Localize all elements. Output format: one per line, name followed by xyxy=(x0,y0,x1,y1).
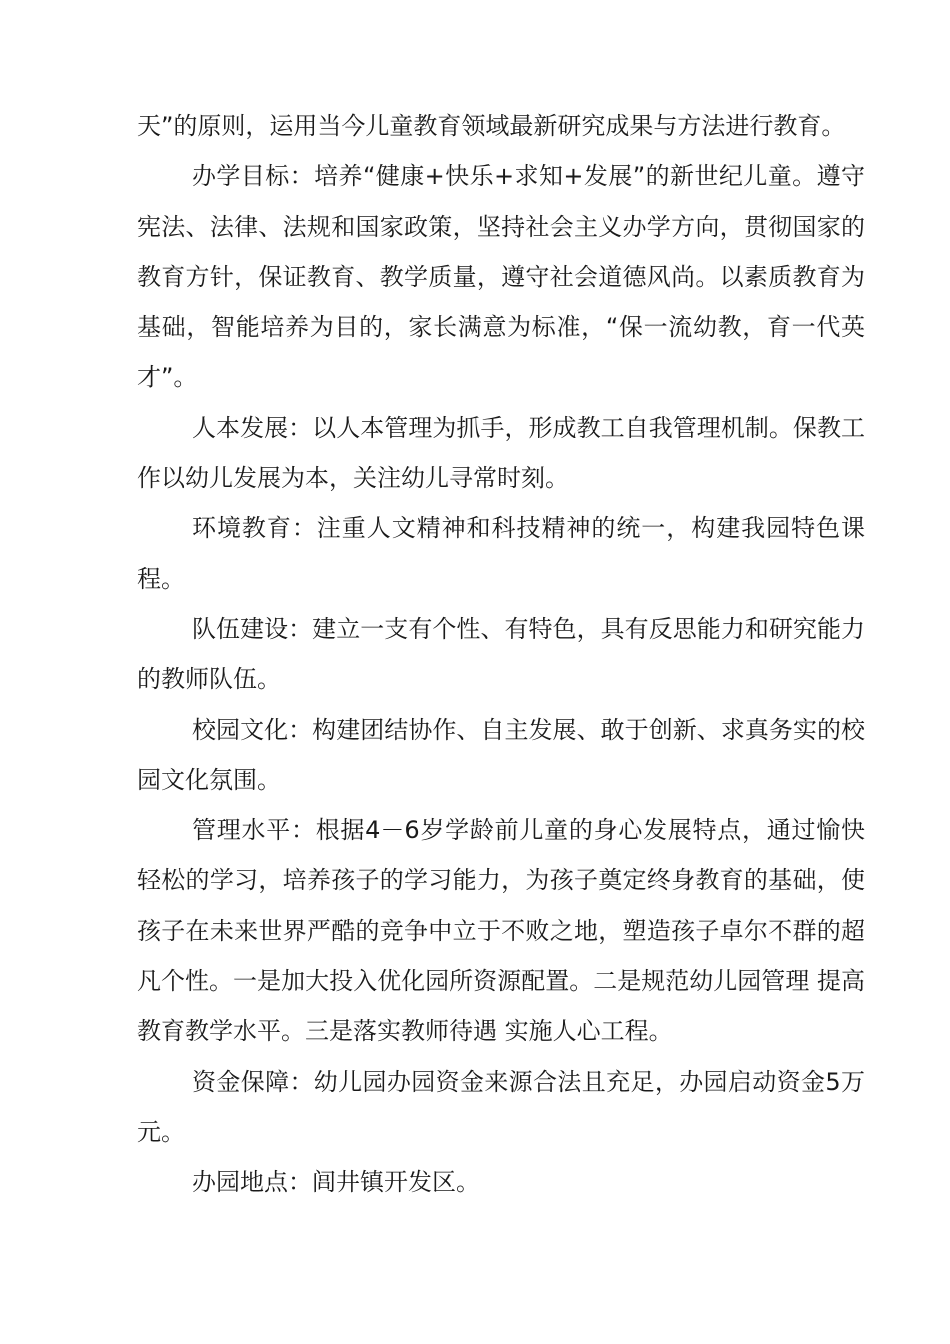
paragraph-management-level: 管理水平：根据4－6岁学龄前儿童的身心发展特点，通过愉快轻松的学习，培养孩子的学习能力，为孩子奠定终身教育的基础，使孩子在未来世界严酷的竞争中立于不败之地，塑造孩子卓尔不群的超凡个性。一是加大投入优化园所资源配置。二是规范幼儿园管理 提高教育教学水平。三是落实教师待遇 实施人心工程。 xyxy=(137,816,865,1046)
paragraph-location: 办园地点：闾井镇开发区。 xyxy=(192,1168,480,1197)
paragraph-principle-continuation: 天”的原则，运用当今儿童教育领域最新研究成果与方法进行教育。 xyxy=(137,112,846,140)
paragraph-people-oriented-development: 人本发展：以人本管理为抓手，形成教工自我管理机制。保教工作以幼儿发展为本，关注幼儿寻常时刻。 xyxy=(137,413,865,493)
document-body xyxy=(137,101,865,1208)
paragraph-campus-culture: 校园文化：构建团结协作、自主发展、敢于创新、求真务实的校园文化氛围。 xyxy=(137,715,865,794)
paragraph-school-goal: 办学目标：培养“健康+快乐+求知+发展”的新世纪儿童。遵守宪法、法律、法规和国家政策，坚持社会主义办学方向，贯彻国家的教育方针，保证教育、教学质量，遵守社会道德风尚。以素质教育为基础，智能培养为目的，家长满意为标准，“保一流幼教，育一代英才”。 xyxy=(137,162,865,392)
paragraph-environment-education: 环境教育：注重人文精神和科技精神的统一，构建我园特色课程。 xyxy=(137,514,865,593)
paragraph-team-building: 队伍建设：建立一支有个性、有特色，具有反思能力和研究能力的教师队伍。 xyxy=(137,614,865,694)
paragraph-funding: 资金保障：幼儿园办园资金来源合法且充足，办园启动资金5万元。 xyxy=(137,1067,865,1146)
